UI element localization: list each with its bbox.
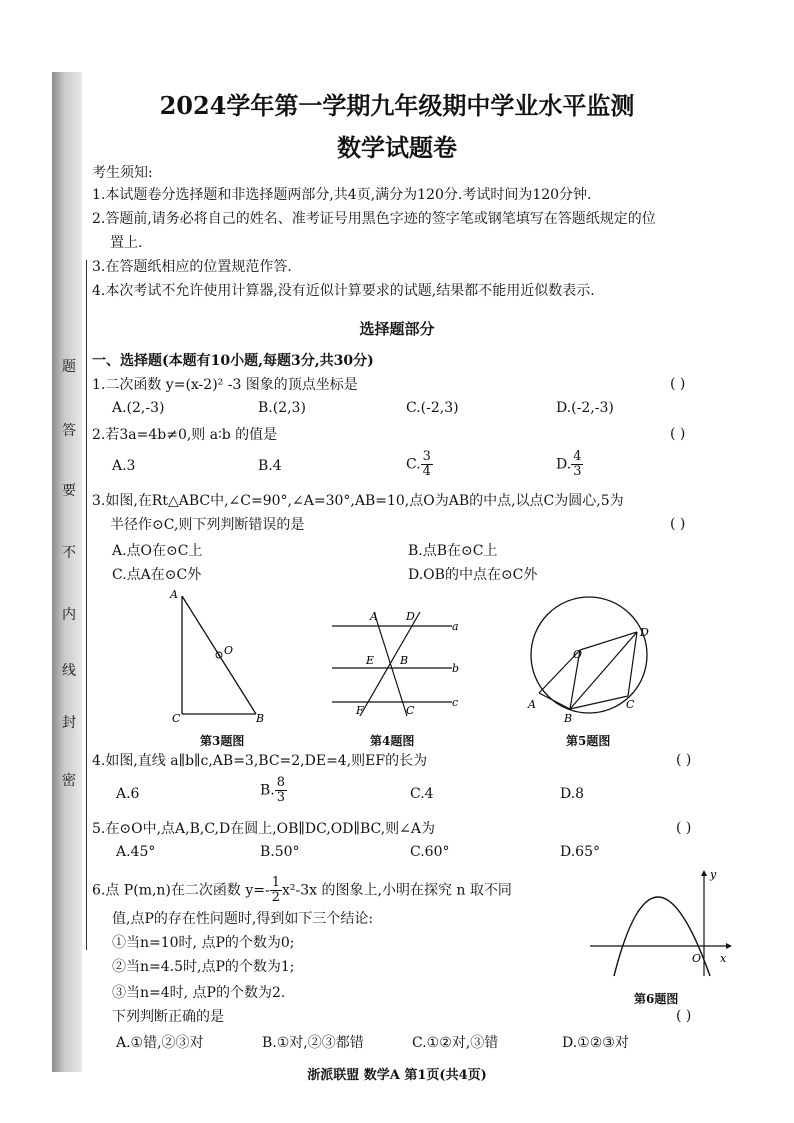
q3-option-d: D.OB的中点在⊙C外 [408,567,538,583]
side-char: 要 [62,483,76,499]
fig5-label-b: B [564,712,573,725]
part1-heading: 一、选择题(本题有10小题,每题3分,共30分) [92,353,374,369]
page-footer: 浙派联盟 数学A 第1页(共4页) [307,1068,487,1083]
answer-paren: ( ) [676,1008,692,1024]
fig4-label-line-a: a [452,620,459,633]
q3-option-a: A.点O在⊙C上 [112,543,203,559]
figure-5 [520,592,660,726]
fig3-label-o: O [224,644,234,657]
q5-stem: 5.在⊙O中,点A,B,C,D在圆上,OB∥DC,OD∥BC,则∠A为 [92,821,435,837]
fig4-label-e: E [366,654,375,667]
q6-option-a: A.①错,②③对 [116,1035,204,1051]
fig3-label-c: C [172,712,181,725]
fraction: $\frac{1}{2}$ [271,875,280,905]
q1-stem: 1.二次函数 y=(x-2)² -3 图象的顶点坐标是 [92,377,358,393]
side-char: 封 [62,715,76,731]
answer-paren: ( ) [670,426,686,442]
q4-option-c: C.4 [410,786,434,802]
fig3-label-b: B [256,712,265,725]
fig4-label-c: C [406,704,415,717]
figure-4 [322,606,472,718]
q1-option-c: C.(-2,3) [406,400,459,416]
q6-conclusion-1: ①当n=10时, 点P的个数为0; [112,935,295,951]
fig5-label-c: C [626,698,635,711]
q6-option-c: C.①②对,③错 [412,1035,499,1051]
fraction: $\frac{4}{3}$ [573,449,582,479]
q2-option-b: B.4 [258,458,282,474]
fig6-label-x: x [720,952,727,965]
q6-conclusion-2: ②当n=4.5时,点P的个数为1; [112,959,295,975]
figure-3 [160,586,280,726]
notice-label: 考生须知: [92,165,153,181]
fig4-label-a: A [370,610,378,623]
q3-option-b: B.点B在⊙C上 [408,543,498,559]
q2-stem: 2.若3a=4b≠0,则 a∶b 的值是 [92,427,278,443]
side-char: 题 [62,359,76,375]
fraction: $\frac{8}{3}$ [276,775,286,805]
q6-option-b: B.①对,②③都错 [262,1035,364,1051]
q4-option-b: B. $\frac{8}{3}$ [260,775,286,805]
side-char: 答 [62,423,76,439]
side-char: 密 [62,773,76,789]
q3-stem: 3.如图,在Rt△ABC中,∠C=90°,∠A=30°,AB=10,点O为AB的中点,以点C为圆心,5为 [92,493,624,509]
fig5-label-o: O [573,648,583,661]
fig4-label-b: B [400,654,409,667]
q2-option-a: A.3 [112,458,136,474]
answer-paren: ( ) [670,376,686,392]
figure-6-caption: 第6题图 [634,992,679,1006]
side-char: 不 [62,545,76,561]
fraction: $\frac{3}{4}$ [422,449,431,479]
notice-item: 2.答题前,请务必将自己的姓名、准考证号用黑色字迹的签字笔或钢笔填写在答题纸规定的位 [92,211,656,227]
side-char: 线 [62,663,76,679]
figure-6 [586,868,736,980]
figure-5-caption: 第5题图 [566,734,611,748]
answer-paren: ( ) [676,820,692,836]
notice-item: 置上. [110,235,143,251]
q5-option-c: C.60° [410,844,450,860]
q5-option-b: B.50° [260,844,300,860]
q4-option-d: D.8 [560,786,585,802]
q3-stem: 半径作⊙C,则下列判断错误的是 [110,517,305,533]
q4-option-a: A.6 [116,786,140,802]
exam-title: 2024学年第一学期九年级期中学业水平监测 [159,91,635,120]
q6-conclusion-3: ③当n=4时, 点P的个数为2. [112,985,286,1001]
fig4-label-line-c: c [452,696,459,709]
answer-paren: ( ) [676,752,692,768]
q5-option-a: A.45° [116,844,156,860]
figure-3-caption: 第3题图 [200,734,245,748]
answer-paren: ( ) [670,516,686,532]
q6-stem: 6.点 P(m,n)在二次函数 y=- $\frac{1}{2}$ x²-3x 的图象上,小明在探究 n 取不同 [92,875,512,905]
q6-stem-line: 值,点P的存在性问题时,得到如下三个结论: [112,911,374,927]
exam-subtitle: 数学试题卷 [337,133,457,162]
side-char: 内 [62,607,76,623]
q4-stem: 4.如图,直线 a∥b∥c,AB=3,BC=2,DE=4,则EF的长为 [92,753,428,769]
q6-option-d: D.①②③对 [562,1035,629,1051]
notice-item: 4.本次考试不允许使用计算器,没有近似计算要求的试题,结果都不能用近似数表示. [92,283,595,299]
fig3-label-a: A [170,588,178,601]
notice-item: 3.在答题纸相应的位置规范作答. [92,259,292,275]
fig4-label-f: F [356,704,364,717]
fig4-label-line-b: b [452,662,460,675]
fig6-label-y: y [710,868,717,881]
q2-option-c: C. $\frac{3}{4}$ [406,449,431,479]
fig6-label-o: O [692,952,702,965]
notice-item: 1.本试题卷分选择题和非选择题两部分,共4页,满分为120分.考试时间为120分钟. [92,187,592,203]
section-title: 选择题部分 [359,320,435,338]
q1-option-d: D.(-2,-3) [556,400,614,416]
q5-option-d: D.65° [560,844,600,860]
binding-strip [52,72,82,1072]
figure-4-caption: 第4题图 [370,734,415,748]
fig5-label-a: A [528,698,536,711]
q3-option-c: C.点A在⊙C外 [112,567,202,583]
q6-prompt: 下列判断正确的是 [112,1009,224,1025]
binding-line [86,260,87,950]
q1-option-a: A.(2,-3) [112,400,165,416]
q1-option-b: B.(2,3) [258,400,306,416]
q2-option-d: D. $\frac{4}{3}$ [556,449,582,479]
fig5-label-d: D [640,626,649,639]
fig4-label-d: D [406,610,415,623]
